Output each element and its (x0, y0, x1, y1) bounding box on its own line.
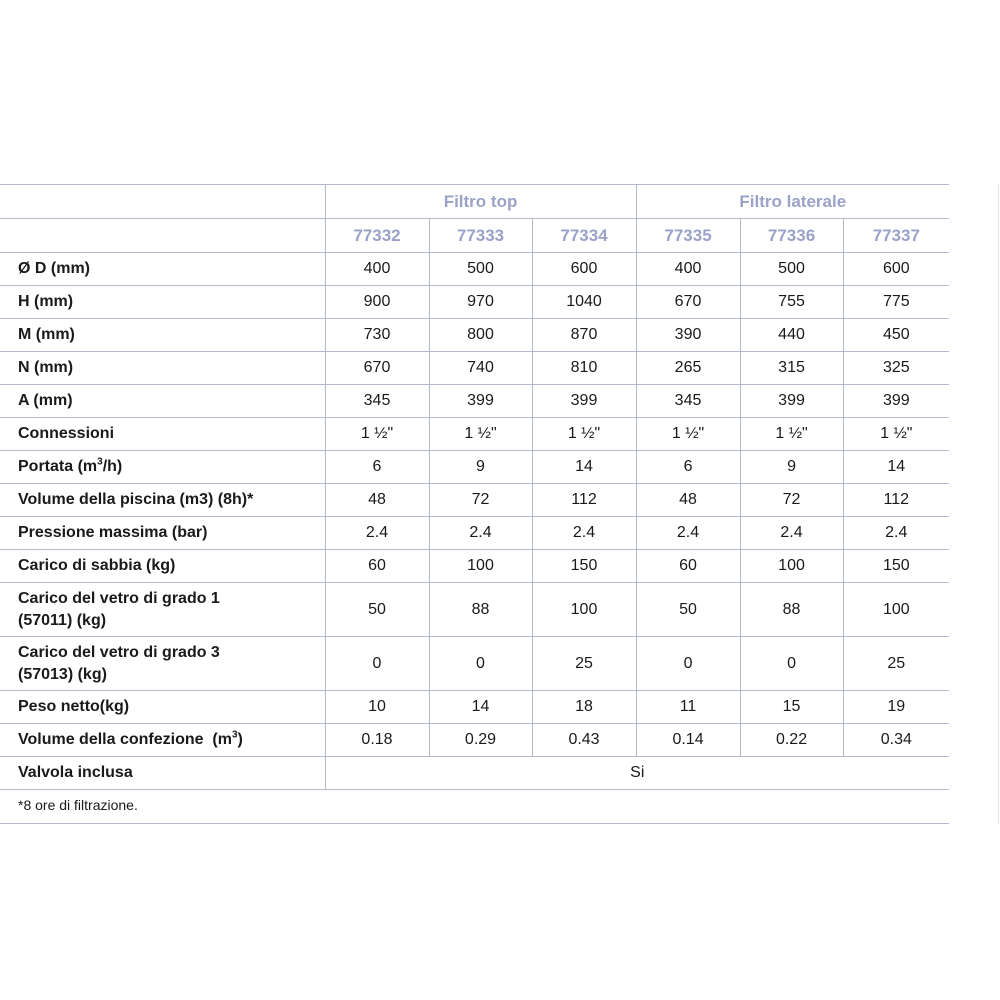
model-header: 77335 (636, 219, 740, 253)
label-superscript: 3 (97, 456, 103, 468)
table-cell: 399 (429, 385, 532, 418)
model-header: 77337 (843, 219, 949, 253)
table-row (0, 637, 949, 691)
table-cell: 2.4 (636, 517, 740, 550)
row-label: Volume della piscina (m3) (8h)* (18, 491, 254, 508)
table-row (0, 550, 949, 583)
label-text: /h) (102, 458, 123, 475)
bottom-divider (0, 823, 949, 824)
table-cell: 755 (740, 286, 843, 319)
table-row (0, 385, 949, 418)
table-cell: 100 (740, 550, 843, 583)
table-cell: 600 (532, 253, 636, 286)
row-label: Pressione massima (bar) (18, 524, 208, 541)
row-label: Ø D (mm) (18, 260, 90, 277)
group-filtro-top: Filtro top (325, 185, 636, 219)
table-cell: 325 (843, 352, 949, 385)
table-cell: 72 (740, 484, 843, 517)
label-text: Portata (m (18, 458, 98, 475)
table-cell: 670 (325, 352, 429, 385)
table-cell: 10 (325, 691, 429, 724)
table-cell: 88 (429, 583, 532, 637)
table-cell: 0.14 (636, 724, 740, 757)
table-cell: 1 ½" (636, 418, 740, 451)
table-cell: 0.29 (429, 724, 532, 757)
table-cell: 6 (636, 451, 740, 484)
table-cell: 970 (429, 286, 532, 319)
table-cell: 14 (843, 451, 949, 484)
table-cell: 25 (843, 637, 949, 691)
group-filtro-laterale: Filtro laterale (636, 185, 949, 219)
table-cell: 500 (429, 253, 532, 286)
label-line: (57013) (kg) (18, 665, 107, 683)
table-cell: 1 ½" (740, 418, 843, 451)
table-cell: 18 (532, 691, 636, 724)
table-cell: 399 (843, 385, 949, 418)
table-cell: 1040 (532, 286, 636, 319)
table-cell: 500 (740, 253, 843, 286)
table-cell: 6 (325, 451, 429, 484)
table-cell: 0 (740, 637, 843, 691)
table-cell: 900 (325, 286, 429, 319)
table-cell: 88 (740, 583, 843, 637)
row-label: Connessioni (18, 425, 115, 442)
table-cell: 150 (843, 550, 949, 583)
empty-corner-cell (0, 219, 325, 253)
row-label (0, 583, 325, 637)
label-text: Volume della confezione (m (18, 731, 232, 748)
page-edge-line (998, 184, 999, 824)
empty-corner-cell (0, 185, 325, 219)
row-label (0, 724, 325, 757)
table-cell: 399 (532, 385, 636, 418)
row-label: N (mm) (18, 359, 74, 376)
table-row (0, 691, 949, 724)
table-cell: 14 (429, 691, 532, 724)
table-cell: 48 (636, 484, 740, 517)
table-cell: 390 (636, 319, 740, 352)
table-cell: 265 (636, 352, 740, 385)
model-header: 77333 (429, 219, 532, 253)
specifications-table (0, 184, 949, 790)
row-label: Carico di sabbia (kg) (18, 557, 176, 574)
table-cell: 0 (429, 637, 532, 691)
row-label: Valvola inclusa (18, 764, 133, 781)
table-row (0, 484, 949, 517)
table-cell: 60 (325, 550, 429, 583)
table-cell: 315 (740, 352, 843, 385)
table-cell: 1 ½" (843, 418, 949, 451)
table-cell: 399 (740, 385, 843, 418)
table-row (0, 286, 949, 319)
table-cell: 19 (843, 691, 949, 724)
table-row (0, 451, 949, 484)
table-row (0, 319, 949, 352)
row-label: Peso netto(kg) (18, 698, 130, 715)
table-cell: 25 (532, 637, 636, 691)
table-cell: 72 (429, 484, 532, 517)
table-cell: 15 (740, 691, 843, 724)
table-cell: 800 (429, 319, 532, 352)
row-label (0, 451, 325, 484)
label-line: (57011) (kg) (18, 611, 107, 629)
table-cell: 50 (636, 583, 740, 637)
table-cell: 2.4 (325, 517, 429, 550)
model-header: 77334 (532, 219, 636, 253)
table-cell: 870 (532, 319, 636, 352)
table-cell: 2.4 (740, 517, 843, 550)
table-cell: 0 (325, 637, 429, 691)
table-cell: 810 (532, 352, 636, 385)
row-label: H (mm) (18, 293, 74, 310)
table-cell: 100 (429, 550, 532, 583)
valve-value: Si (325, 757, 949, 790)
table-cell: 1 ½" (325, 418, 429, 451)
model-header: 77336 (740, 219, 843, 253)
row-label: A (mm) (18, 392, 73, 409)
table-cell: 48 (325, 484, 429, 517)
table-cell: 440 (740, 319, 843, 352)
table-cell: 0.18 (325, 724, 429, 757)
table-cell: 775 (843, 286, 949, 319)
table-cell: 0.43 (532, 724, 636, 757)
table-row (0, 517, 949, 550)
table-cell: 9 (740, 451, 843, 484)
table-cell: 2.4 (429, 517, 532, 550)
table-cell: 400 (636, 253, 740, 286)
valve-row (0, 757, 949, 790)
table-cell: 14 (532, 451, 636, 484)
table-cell: 150 (532, 550, 636, 583)
table-cell: 600 (843, 253, 949, 286)
label-text: ) (237, 731, 243, 748)
model-header-row (0, 219, 949, 253)
group-header-row (0, 185, 949, 219)
table-cell: 9 (429, 451, 532, 484)
table-cell: 60 (636, 550, 740, 583)
row-label: M (mm) (18, 326, 75, 343)
table-cell: 345 (325, 385, 429, 418)
table-row (0, 418, 949, 451)
table-cell: 730 (325, 319, 429, 352)
table-cell: 0.34 (843, 724, 949, 757)
table-cell: 112 (532, 484, 636, 517)
label-superscript: 3 (231, 729, 238, 741)
table-cell: 1 ½" (429, 418, 532, 451)
table-row (0, 352, 949, 385)
table-cell: 2.4 (532, 517, 636, 550)
table-row (0, 253, 949, 286)
table-cell: 100 (843, 583, 949, 637)
table-cell: 400 (325, 253, 429, 286)
table-cell: 50 (325, 583, 429, 637)
table-cell: 2.4 (843, 517, 949, 550)
table-cell: 1 ½" (532, 418, 636, 451)
table-cell: 0.22 (740, 724, 843, 757)
table-cell: 11 (636, 691, 740, 724)
label-line: Carico del vetro di grado 3 (18, 643, 220, 661)
row-label (0, 637, 325, 691)
table-cell: 0 (636, 637, 740, 691)
table-row (0, 724, 949, 757)
table-cell: 450 (843, 319, 949, 352)
footnote: *8 ore di filtrazione. (18, 797, 138, 813)
table-cell: 345 (636, 385, 740, 418)
table-cell: 670 (636, 286, 740, 319)
model-header: 77332 (325, 219, 429, 253)
table-cell: 740 (429, 352, 532, 385)
table-cell: 100 (532, 583, 636, 637)
table-cell: 112 (843, 484, 949, 517)
table-row (0, 583, 949, 637)
label-line: Carico del vetro di grado 1 (18, 589, 220, 607)
